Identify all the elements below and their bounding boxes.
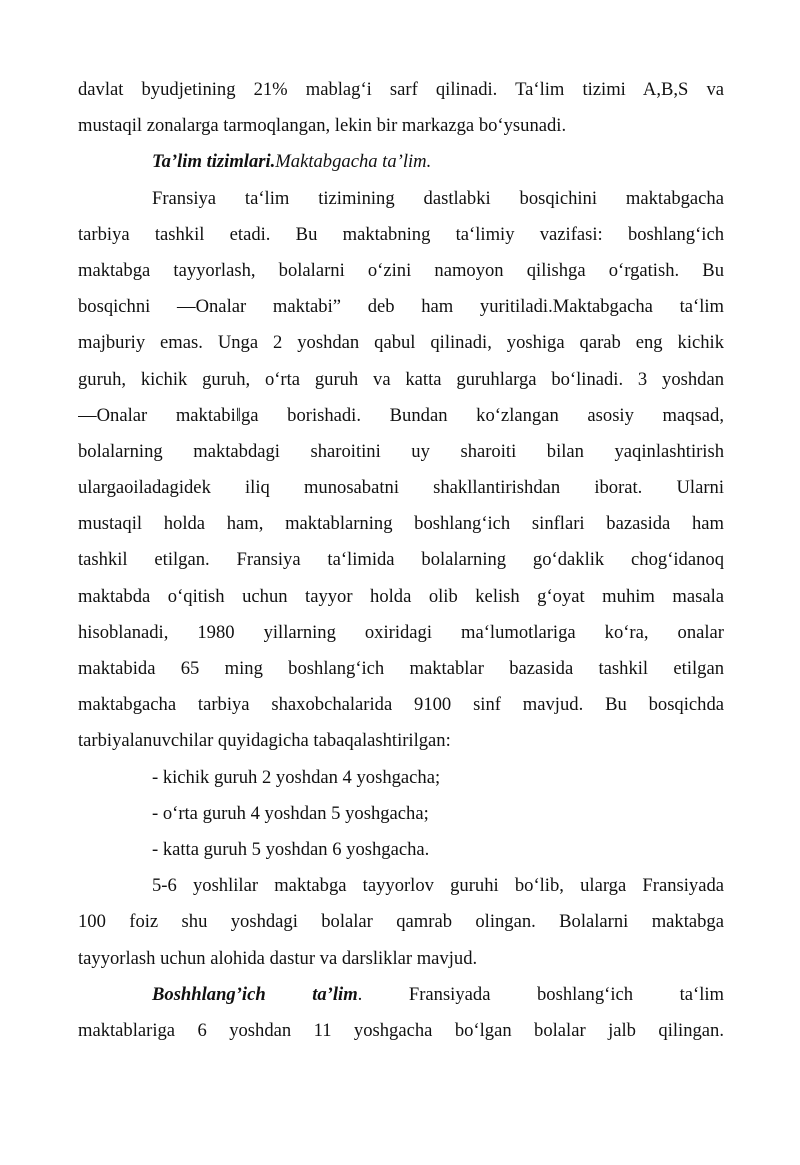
text-line: davlat byudjetining 21% mablag‘i sarf qilinadi. Ta‘lim tizimi A,B,S va xyxy=(78,79,724,100)
text-line: ―Onalar maktabi‖ga borishadi. Bundan ko‘zlangan asosiy maqsad, xyxy=(78,404,724,426)
text-line: tayyorlash uchun alohida dastur va darsliklar mavjud. xyxy=(78,947,478,969)
text-line: ulargaoiladagidek iliq munosabatni shakllantirishdan iborat. Ularni xyxy=(78,477,724,499)
subsection-heading-line xyxy=(78,977,724,1013)
text-line: hisoblanadi, 1980 yillarning oxiridagi ma‘lumotlariga ko‘ra, onalar xyxy=(78,621,724,643)
section-heading xyxy=(78,144,724,180)
text-line: - katta guruh 5 yoshdan 6 yoshgacha. xyxy=(152,838,430,860)
text-line: tarbiyalanuvchilar quyidagicha tabaqalashtirilgan: xyxy=(78,730,451,752)
text-line: maktabda o‘qitish uchun tayyor holda olib kelish g‘oyat muhim masala xyxy=(78,585,724,607)
section-heading-italic: Maktabgacha ta’lim. xyxy=(275,151,432,173)
text-line: - kichik guruh 2 yoshdan 4 yoshgacha; xyxy=(152,766,441,788)
section-heading-bold: Ta’lim tizimlari. xyxy=(152,151,276,173)
text-line: maktabga tayyorlash, bolalarni o‘zini namoyon qilishga o‘rgatish. Bu xyxy=(78,259,724,281)
text-line: Fransiya ta‘lim tizimining dastlabki bosqichini maktabgacha xyxy=(152,187,724,209)
text-line: tashkil etilgan. Fransiya ta‘limida bolalarning go‘daklik chog‘idanoq xyxy=(78,549,724,571)
text-line: bolalarning maktabdagi sharoitini uy sharoiti bilan yaqinlashtirish xyxy=(78,440,724,462)
text-line: maktabida 65 ming boshlang‘ich maktablar bazasida tashkil etilgan xyxy=(78,658,724,679)
text-line: majburiy emas. Unga 2 yoshdan qabul qilinadi, yoshiga qarab eng kichik xyxy=(78,332,724,354)
text-line: 5-6 yoshlilar maktabga tayyorlov guruhi bo‘lib, ularga Fransiyada xyxy=(152,875,724,897)
document-page xyxy=(78,72,724,1049)
text-line: mustaqil holda ham, maktablarning boshlang‘ich sinflari bazasida ham xyxy=(78,513,724,535)
text-line: bosqichni ―Onalar maktabi” deb ham yuritiladi.Maktabgacha ta‘lim xyxy=(78,296,724,318)
text-line: 100 foiz shu yoshdagi bolalar qamrab olingan. Bolalarni maktabga xyxy=(78,911,724,933)
text-line: tarbiya tashkil etadi. Bu maktabning ta‘limiy vazifasi: boshlang‘ich xyxy=(78,223,724,245)
text-line: maktablariga 6 yoshdan 11 yoshgacha bo‘lgan bolalar jalb qilingan. xyxy=(78,1019,724,1041)
text-line: maktabgacha tarbiya shaxobchalarida 9100 sinf mavjud. Bu bosqichda xyxy=(78,694,724,716)
text-line: - o‘rta guruh 4 yoshdan 5 yoshgacha; xyxy=(152,802,429,824)
subsection-heading-bold: Boshhlang’ich ta’lim xyxy=(152,983,358,1005)
subsection-heading-text: . Fransiyada boshlang‘ich ta‘lim xyxy=(357,983,724,1005)
text-line: mustaqil zonalarga tarmoqlangan, lekin bir markazga bo‘ysunadi. xyxy=(78,115,567,137)
text-line: guruh, kichik guruh, o‘rta guruh va katta guruhlarga bo‘linadi. 3 yoshdan xyxy=(78,368,724,390)
